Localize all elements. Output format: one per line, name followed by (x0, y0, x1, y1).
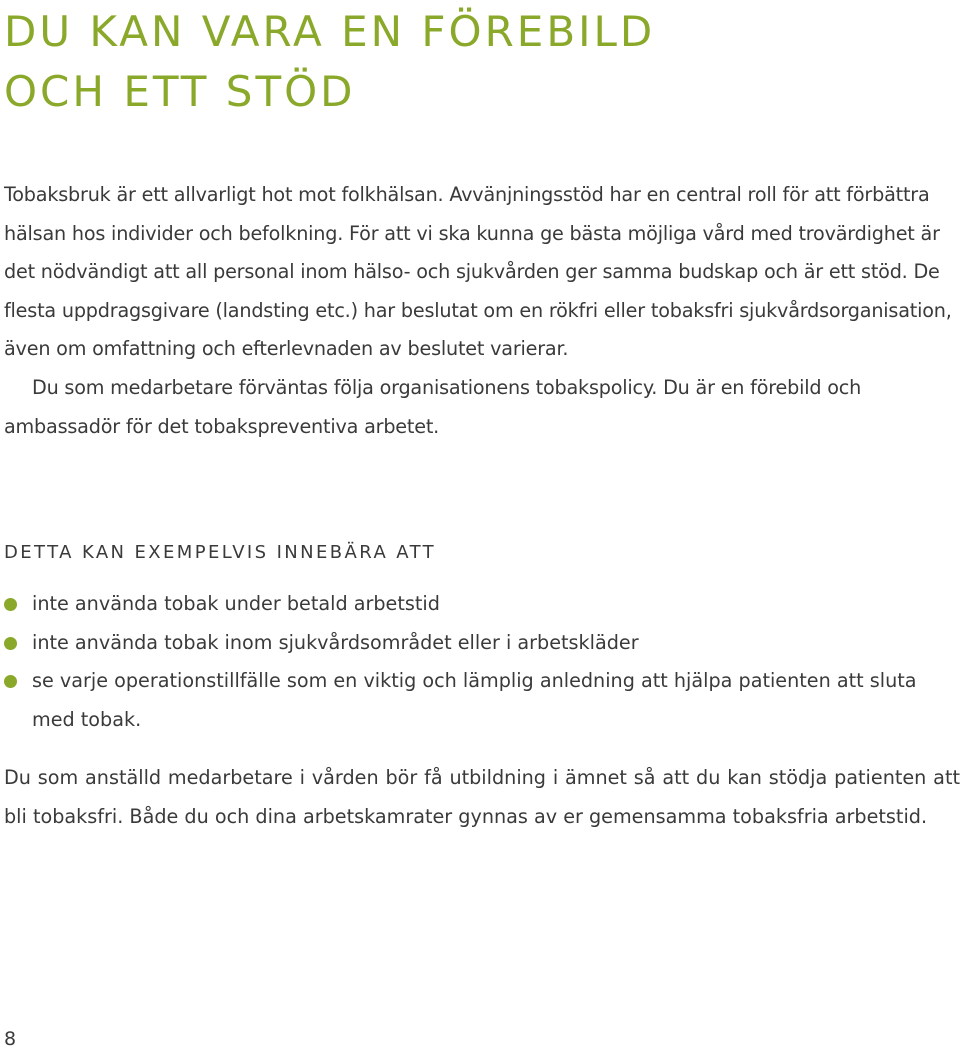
page-number: 8 (4, 1028, 17, 1050)
bullet-list (4, 585, 960, 739)
list-item (4, 585, 960, 624)
intro-paragraph-2: Du som medarbetare förväntas följa organisationens tobakspolicy. Du är en förebild och ambassadör för det tobakspreventiva arbetet. (4, 375, 862, 438)
intro-section (4, 176, 960, 446)
list-item (4, 662, 960, 739)
page-title-line-1: DU KAN VARA EN FÖREBILD (4, 7, 656, 56)
bullet-dot-icon (4, 675, 17, 688)
list-item (4, 624, 960, 663)
intro-paragraph-1: Tobaksbruk är ett allvarligt hot mot folkhälsan. Avvänjningsstöd har en central roll för att förbättra hälsan hos individer och befolkning. För att vi ska kunna ge bästa möjliga vård med trovärdighet är det nödvändigt att all personal inom hälso- och sjukvården ger samma budskap och är ett stöd. De flesta uppdragsgivare (landsting etc.) har beslutat om en rökfri eller tobaksfri sjukvårdsorganisation, även om omfattning och efterlevnaden av beslutet varierar. (4, 183, 952, 361)
bullet-dot-icon (4, 637, 17, 650)
bullet-dot-icon (4, 598, 17, 611)
list-item-text: se varje operationstillfälle som en viktig och lämplig anledning att hjälpa patienten att sluta med tobak. (32, 669, 917, 731)
section-subheading: DETTA KAN EXEMPELVIS INNEBÄRA ATT (4, 542, 437, 563)
closing-paragraph: Du som anställd medarbetare i vården bör få utbildning i ämnet så att du kan stödja patienten att bli tobaksfri. Både du och dina arbetskamrater gynnas av er gemensamma tobaksfria arbetstid. (4, 766, 960, 828)
list-item-text: inte använda tobak under betald arbetstid (32, 592, 440, 615)
page-title-line-2: OCH ETT STÖD (4, 67, 356, 116)
list-item-text: inte använda tobak inom sjukvårdsområdet eller i arbetskläder (32, 630, 639, 654)
page-title (4, 2, 655, 122)
